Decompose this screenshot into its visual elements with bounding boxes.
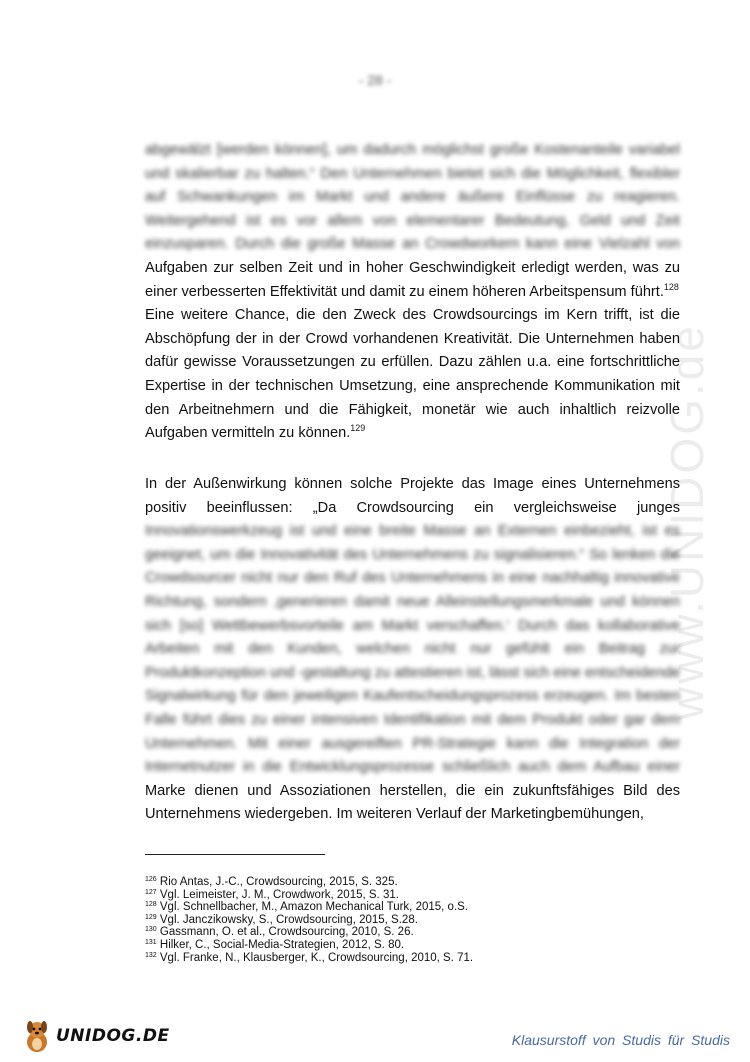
tagline: Klausurstoff von Studis für Studis [511,1032,730,1048]
footnote-number: 131 [145,938,157,946]
footnote-text: Gassmann, O. et al., Crowdsourcing, 2010, S. 26. [159,926,414,939]
footnote [145,901,645,914]
footnote [145,952,645,965]
footnote-text: Vgl. Franke, N., Klausberger, K., Crowdsourcing, 2010, S. 71. [159,951,474,964]
unidog-logo[interactable] [22,1016,170,1056]
footnote-number: 126 [145,876,157,883]
page-number: - 28 - [358,72,392,88]
footnote-text: Vgl. Leimeister, J. M., Crowdwork, 2015, S. 31. [159,888,399,901]
footnote-ref: 129 [350,423,366,434]
blurred-text: Innovationswerkzeug ist und eine breite Masse an Externen einbezieht, ist es geeignet, um die Innovativität des Unternehmens zu signalisieren.“ So lenken die Crowdsourcer nicht nur den Ruf des Unternehmens in eine nachhaltig innovative Richtung, sondern ‚generieren damit neue Alleinstellungsmerkmale und können sich [so] Wettbewerbsvorteile am Markt verschaffen.‘ Durch das kollaborative Arbeiten mit den Kunden, welchen nicht nur gefühlt ein Beitrag zur Produktkonzeption und -gestaltung zu attestieren ist, lässt sich eine entscheidende Signalwirkung für den jeweiligen Kaufentscheidungsprozess erzeugen. Im besten Falle führt dies zu einer intensiven Identifikation mit dem Produkt oder gar dem Unternehmen. Mit einer ausgereiften PR-Strategie kann die Integration der Internetnutzer in die Entwicklungsprozesse schließlich auch dem Aufbau einer [145,523,680,776]
dog-mascot-icon [22,1018,52,1054]
footnote [145,876,645,889]
body-paragraph-2 [145,473,680,827]
footnote-text: Hilker, C., Social-Media-Strategien, 2012, S. 80. [159,938,405,951]
footnote-number: 128 [145,901,157,909]
footnote [145,939,645,952]
blurred-text: abgewälzt [werden können], um dadurch möglichst große Kostenanteile variabel und skalierbar zu halten.“ Den Unternehmen bietet sich die Möglichkeit, flexibler auf Schwankungen im Markt und andere äußere Einflüsse zu reagieren. Weitergehend ist es vor allem von elementarer Bedeutung, Geld und Zeit einzusparen. Durch die große Masse an Crowdworkern kann eine Vielzahl von [145,142,680,253]
footnote [145,914,645,927]
watermark: www.UNIDOG.de [661,323,713,720]
footnote-text: Vgl. Janczikowsky, S., Crowdsourcing, 2015, S.28. [159,913,418,926]
footnote-number: 129 [145,913,157,921]
paragraph-text: Marke dienen und Assoziationen herstellen, die ein zukunftsfähiges Bild des Unternehmens wiedergeben. Im weiteren Verlauf der Marketingbemühungen, [145,782,680,823]
footnote-number: 132 [145,951,157,959]
footnote-text: Vgl. Schnellbacher, M., Amazon Mechanical Turk, 2015, o.S. [159,901,468,914]
footnote-divider [145,854,325,855]
paragraph-text: Aufgaben zur selben Zeit und in hoher Geschwindigkeit erledigt werden, was zu einer verbesserten Effektivität und damit zu einem höheren Arbeitspensum führt. [145,259,680,300]
footnote-ref: 128 [663,281,679,292]
footnote [145,926,645,939]
paragraph-text: Eine weitere Chance, die den Zweck des Crowdsourcings im Kern trifft, ist die Abschöpfung der in der Crowd vorhandenen Kreativität. Die Unternehmen haben dafür gewisse Voraussetzungen zu erfüllen. Dazu zählen u.a. eine fortschrittliche Expertise in der technischen Umsetzung, eine ansprechende Kommunikation mit den Arbeitnehmern und die Fähigkeit, monetär wie auch inhaltlich reizvolle Aufgaben vermitteln zu können. [145,307,680,442]
footnote-number: 127 [145,888,157,896]
paragraph-text: In der Außenwirkung können solche Projekte das Image eines Unternehmens positiv beeinflussen: „Da Crowdsourcing ein vergleichsweise junges [145,476,680,516]
footnote [145,889,645,902]
footnote-text: Rio Antas, J.-C., Crowdsourcing, 2015, S. 325. [159,876,398,888]
logo-text: UNIDOG.DE [56,1026,170,1046]
body-paragraph-1 [145,139,680,446]
footnote-number: 130 [145,926,157,934]
footnotes [145,876,645,964]
